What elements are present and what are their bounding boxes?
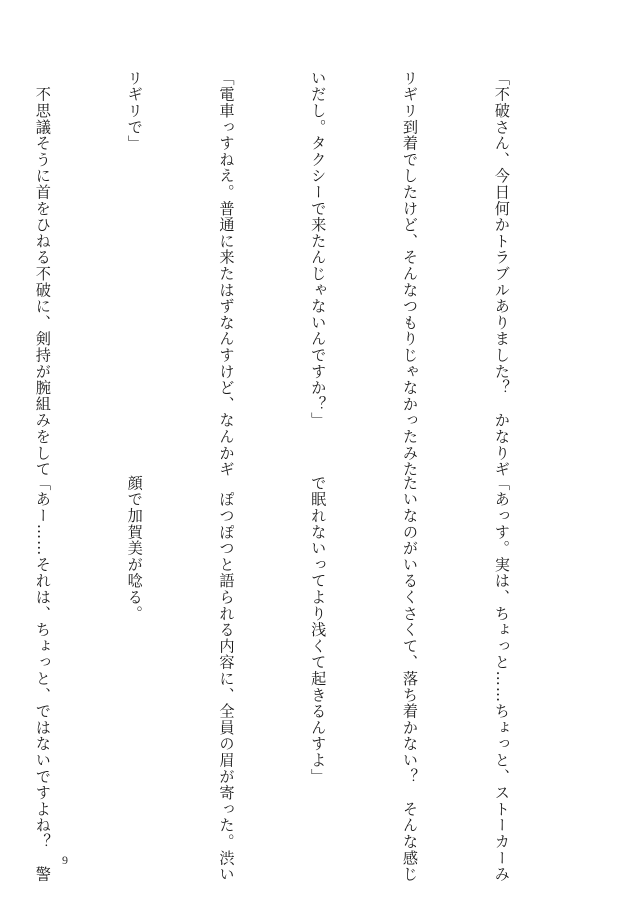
page-number: 9	[62, 853, 68, 867]
text-line: たいなのがいるくさくて、落ち着かない？ そんな感じ	[401, 475, 420, 883]
text-line: 不思議そうに首をひねる不破に、剣持が腕組みをして	[33, 70, 52, 478]
text-line: いだし。タクシーで来たんじゃないんですか？」	[309, 70, 328, 429]
text-line: 「あー……それは、ちょっと、ではないですよね？ 警	[33, 475, 52, 883]
text-block-lower	[33, 475, 578, 883]
text-block-upper	[33, 70, 578, 478]
text-line: 「不破さん、今日何かトラブルありました？ かなりギ	[492, 70, 511, 478]
text-line: 「電車っすねえ。普通に来たはずなんすけど、なんかギ	[217, 70, 236, 478]
text-line: で眠れないってより浅くて起きるんすよ」	[309, 475, 328, 785]
text-line: ぽつぽつと語られる内容に、全員の眉が寄った。渋い	[217, 475, 236, 883]
text-line: リギリ到着でしたけど、そんなつもりじゃなかったみた	[401, 70, 420, 478]
text-line: 顔で加賀美が唸る。	[125, 475, 144, 622]
text-line: 「あっす。実は、ちょっと……ちょっと、ストーカーみ	[492, 475, 511, 883]
text-line: リギリで」	[125, 70, 144, 152]
